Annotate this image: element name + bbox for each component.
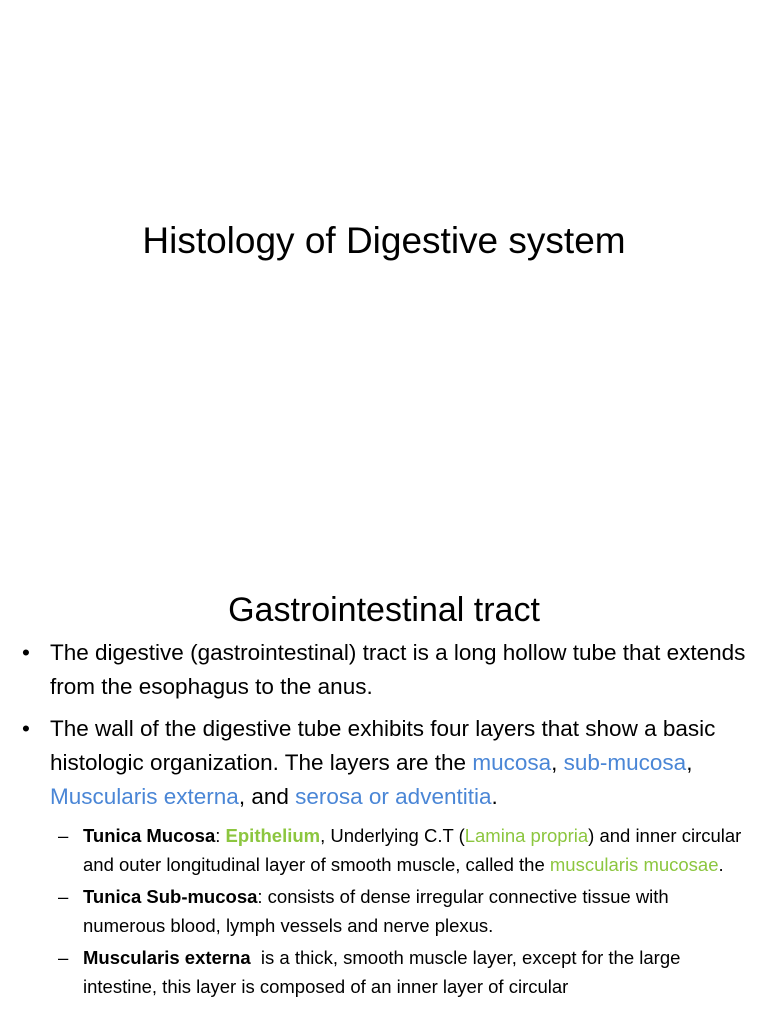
separator: , (686, 750, 693, 775)
bullet-item (18, 712, 752, 814)
separator: : (215, 825, 226, 846)
slide-title: Histology of Digestive system (142, 220, 626, 261)
term-muscularis-mucosae: muscularis mucosae (549, 853, 719, 875)
term-lamina-propria: Lamina propria (464, 825, 589, 846)
sub-bullet-mark: – (58, 825, 69, 846)
sub-bullet-label: Tunica Sub-mucosa (83, 886, 258, 907)
sub-bullet-text: ) and inner circular and outer longitudinal layer of smooth muscle, called the (83, 825, 742, 875)
term-epithelium: Epithelium (225, 825, 321, 846)
term-serosa: serosa or adventitia (295, 784, 492, 809)
bullet-mark: • (22, 640, 30, 665)
sub-bullet-item (18, 822, 752, 879)
term-mucosa: mucosa (472, 750, 552, 775)
sub-bullet-text: : consists of dense irregular connective tissue with numerous blood, lymph vessels and nerve plexus. (83, 886, 669, 936)
term-muscularis-externa: Muscularis externa (50, 784, 239, 809)
bullet-text: The wall of the digestive tube exhibits four layers that show a basic histologic organization. The layers are the (50, 716, 716, 775)
sub-bullet-text: is a thick, smooth muscle layer, except for the large intestine, this layer is composed of an inner layer of circular (83, 947, 686, 997)
content-slide (0, 576, 768, 1024)
sub-bullet-item (18, 883, 752, 940)
bullet-mark: • (22, 716, 30, 741)
sub-bullet-label: Tunica Mucosa (83, 825, 216, 846)
separator: . (718, 853, 724, 875)
separator: , and (238, 784, 296, 809)
slide-body (18, 636, 752, 1005)
sub-bullet-label: Muscularis externa (83, 947, 251, 968)
bullet-text: The digestive (gastrointestinal) tract is a long hollow tube that extends from the esophagus to the anus. (50, 640, 746, 699)
sub-bullet-mark: – (58, 886, 69, 907)
term-submucosa: sub-mucosa (563, 750, 687, 775)
separator: . (491, 784, 498, 809)
sub-bullet-mark: – (58, 947, 69, 968)
slide-heading: Gastrointestinal tract (228, 591, 540, 629)
sub-bullet-item (18, 944, 752, 1001)
separator: , (551, 750, 564, 775)
sub-bullet-text: , Underlying C.T ( (320, 825, 465, 846)
bullet-item (18, 636, 752, 704)
